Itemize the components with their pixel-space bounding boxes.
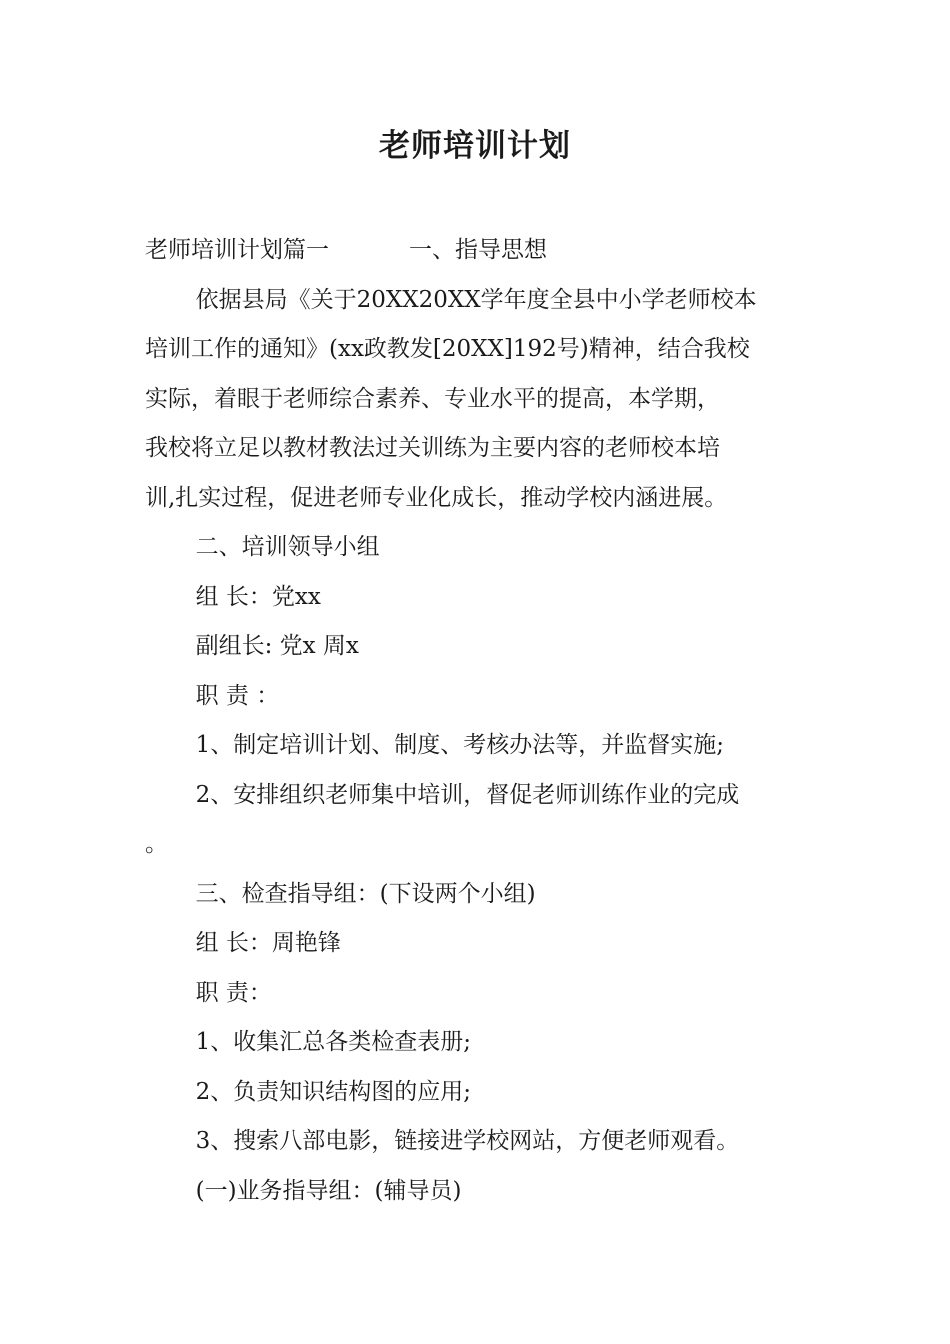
heading-line: [145, 226, 807, 276]
leader-line: 组 长：党xx: [195, 583, 321, 610]
para1-line-1: 依据县局《关于20XX20XX学年度全县中小学老师校本: [195, 286, 757, 313]
duty-item-1: 1、制定培训计划、制度、考核办法等，并监督实施;: [195, 732, 724, 758]
section-2-heading: 二、培训领导小组: [195, 534, 380, 560]
paragraph-guiding-thought: [145, 276, 807, 524]
leader-3-line: 组 长：周艳锋: [195, 930, 341, 956]
heading-left: 老师培训计划篇一: [145, 237, 329, 263]
check-item-2: 2、负责知识结构图的应用;: [195, 1078, 471, 1105]
duty-item-2-line-2: 。: [145, 831, 168, 857]
para1-line-3: 实际，着眼于老师综合素养、专业水平的提高，本学期，: [145, 385, 720, 412]
heading-right: 一、指导思想: [409, 237, 547, 263]
document-body: [145, 226, 807, 1216]
para1-line-4: 我校将立足以教材教法过关训练为主要内容的老师校本培: [145, 435, 720, 461]
duty-label-3: 职 责：: [195, 979, 272, 1006]
deputy-line: 副组长: 党x 周x: [195, 633, 359, 659]
document-title: 老师培训计划: [379, 128, 571, 164]
para1-line-5: 训,扎实过程，促进老师专业化成长，推动学校内涵进展。: [145, 484, 728, 511]
para1-line-2: 培训工作的通知》(xx政教发[20XX]192号)精神，结合我校: [145, 336, 750, 362]
duty-label: 职 责 ：: [195, 682, 280, 709]
duty-item-2-line-1: 2、安排组织老师集中培训，督促老师训练作业的完成: [195, 781, 740, 808]
subgroup-heading: (一)业务指导组：(辅导员): [195, 1177, 462, 1204]
section-3-heading: 三、检查指导组：(下设两个小组): [195, 880, 536, 907]
check-item-1: 1、收集汇总各类检查表册;: [195, 1029, 471, 1055]
check-item-3: 3、搜索八部电影，链接进学校网站，方便老师观看。: [195, 1128, 740, 1154]
